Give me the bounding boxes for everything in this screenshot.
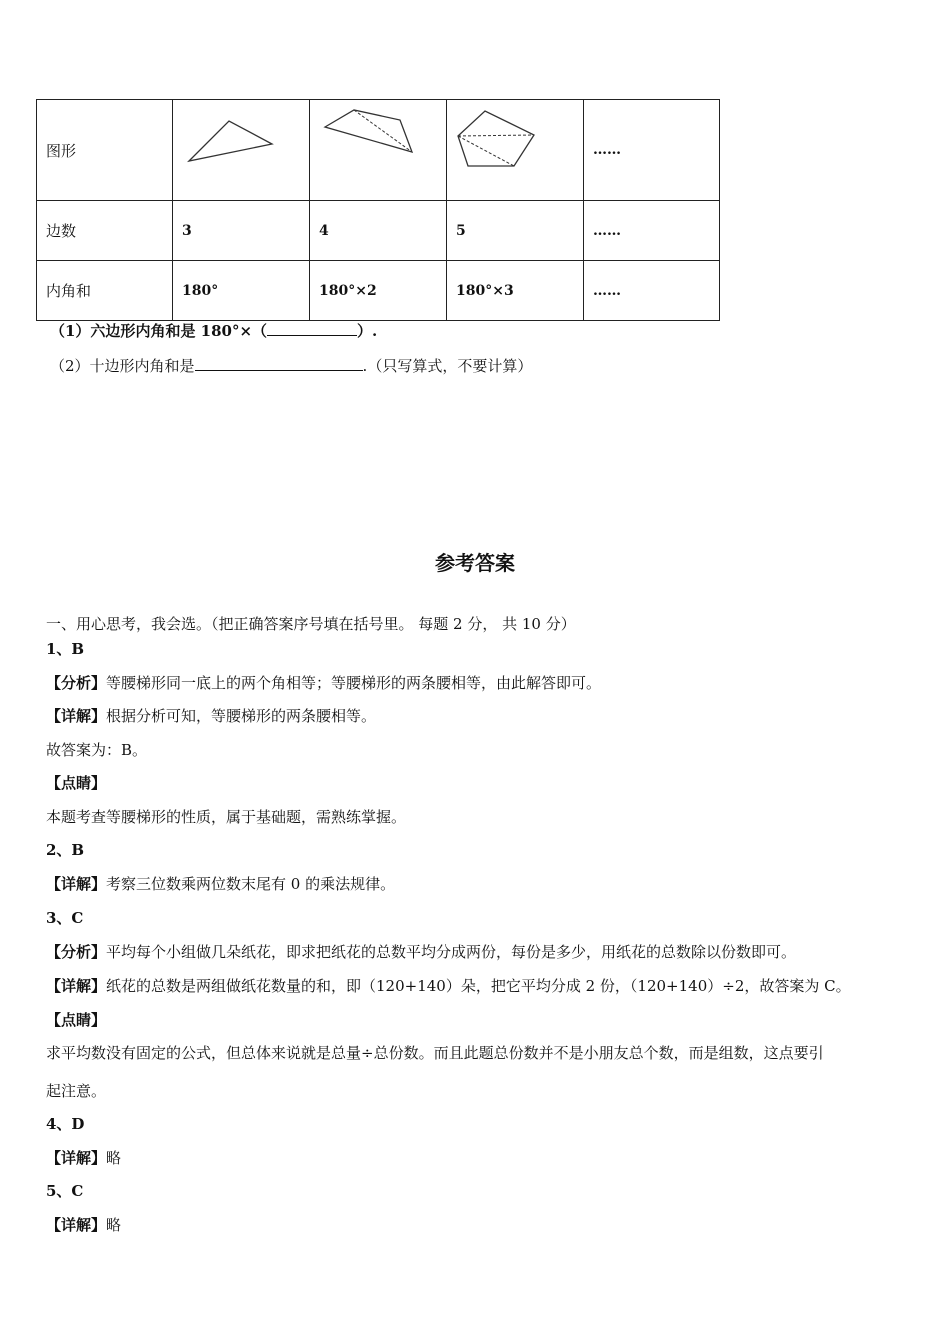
- section-heading: 一、用心思考，我会选。（把正确答案序号填在括号里。 每题 2 分， 共 10 分）: [46, 615, 576, 633]
- table-row-shapes: [37, 100, 720, 201]
- answer-line: 【详解】根据分析可知，等腰梯形的两条腰相等。: [46, 707, 377, 725]
- answer-line: 【点睛】: [46, 774, 107, 792]
- answer-line: 求平均数没有固定的公式，但总体来说就是总量÷总份数。而且此题总份数并不是小朋友总个数，而是组数，这点要引: [46, 1044, 824, 1062]
- question-2: （2）十边形内角和是 .（只写算式，不要计算）: [50, 357, 533, 375]
- row-label-shape: 图形: [37, 100, 173, 201]
- answer-line: 【详解】略: [46, 1216, 122, 1234]
- answer-line: 3、C: [46, 909, 84, 927]
- angle-sum-cell: 180°×3: [447, 261, 584, 321]
- answer-line: 起注意。: [46, 1082, 107, 1100]
- pentagon-icon: [447, 100, 584, 201]
- sides-cell: ……: [584, 201, 720, 261]
- answer-line: 【分析】平均每个小组做几朵纸花，即求把纸花的总数平均分成两份，每份是多少，用纸花的总数除以份数即可。: [46, 943, 797, 961]
- answer-line: 【详解】略: [46, 1149, 122, 1167]
- answer-blank-2[interactable]: [195, 356, 363, 371]
- shape-more: ……: [584, 100, 720, 201]
- answer-line: 故答案为：B。: [46, 741, 148, 759]
- table-row-angle-sum: [37, 261, 720, 321]
- angle-sum-cell: 180°×2: [310, 261, 447, 321]
- sides-cell: 5: [447, 201, 584, 261]
- row-label-angle-sum: 内角和: [37, 261, 173, 321]
- polygon-table: [36, 99, 720, 321]
- row-label-sides: 边数: [37, 201, 173, 261]
- answer-line: 【点睛】: [46, 1011, 107, 1029]
- table-row-sides: [37, 201, 720, 261]
- answer-line: 【详解】考察三位数乘两位数末尾有 0 的乘法规律。: [46, 875, 396, 893]
- answer-line: 4、D: [46, 1115, 85, 1133]
- answer-line: 5、C: [46, 1182, 84, 1200]
- answer-title: 参考答案: [435, 551, 515, 575]
- answer-line: 【分析】等腰梯形同一底上的两个角相等；等腰梯形的两条腰相等，由此解答即可。: [46, 674, 602, 692]
- sides-cell: 3: [173, 201, 310, 261]
- sides-cell: 4: [310, 201, 447, 261]
- quadrilateral-icon: [310, 100, 447, 201]
- answer-line: 【详解】纸花的总数是两组做纸花数量的和，即（120+140）朵，把它平均分成 2 份，（120+140）÷2，故答案为 C。: [46, 977, 851, 995]
- answer-blank-1[interactable]: [267, 321, 357, 336]
- question-1: （1）六边形内角和是 180°×（ ）.: [50, 322, 378, 340]
- angle-sum-cell: 180°: [173, 261, 310, 321]
- answer-line: 本题考查等腰梯形的性质，属于基础题，需熟练掌握。: [46, 808, 407, 826]
- angle-sum-cell: ……: [584, 261, 720, 321]
- answer-line: 2、B: [46, 841, 85, 859]
- answer-line: 1、B: [46, 640, 85, 658]
- triangle-icon: [173, 100, 310, 201]
